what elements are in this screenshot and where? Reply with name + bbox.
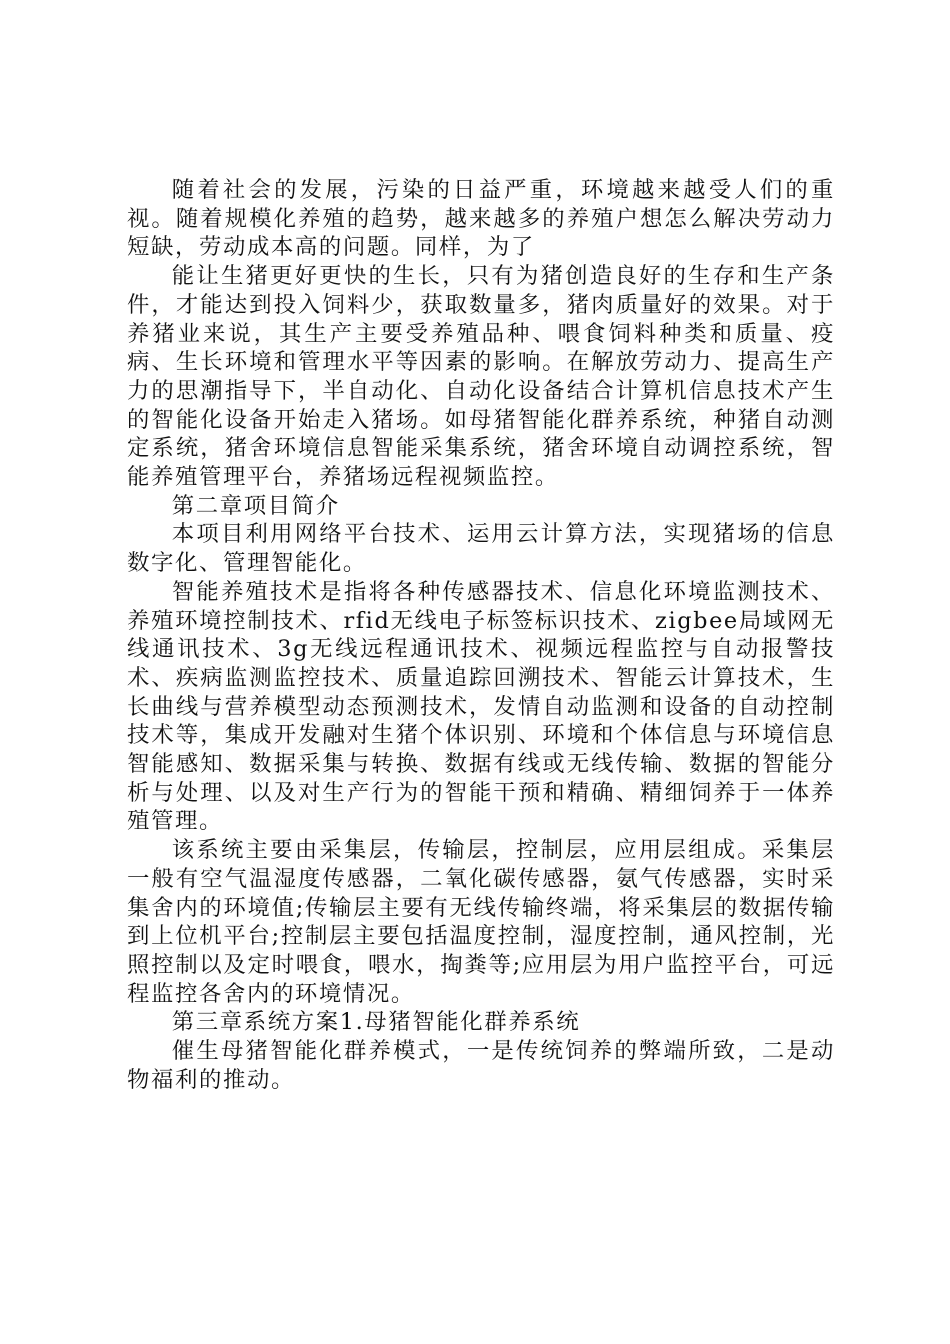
- para-intro-2: 能让生猪更好更快的生长，只有为猪创造良好的生存和生产条件，才能达到投入饲料少，获取数量多，猪肉质量好的效果。对于养猪业来说，其生产主要受养殖品种、喂食饲料种类和质量、疫病、生长环境和管理水平等因素的影响。在解放劳动力、提高生产力的思潮指导下，半自动化、自动化设备结合计算机信息技术产生的智能化设备开始走入猪场。如母猪智能化群养系统，种猪自动测定系统，猪舍环境信息智能采集系统，猪舍环境自动调控系统，智能养殖管理平台，养猪场远程视频监控。: [127, 263, 835, 491]
- document-body: [127, 176, 835, 1095]
- chapter-2-heading: 第二章项目简介: [171, 492, 340, 519]
- para-system-layers: 该系统主要由采集层，传输层，控制层，应用层组成。采集层一般有空气温湿度传感器，二氧化碳传感器，氨气传感器，实时采集舍内的环境值;传输层主要有无线传输终端，将采集层的数据传输到上位机平台;控制层主要包括温度控制，湿度控制，通风控制，光照控制以及定时喂食，喂水，掏粪等;应用层为用户监控平台，可远程监控各舍内的环境情况。: [127, 837, 835, 1007]
- para-intro-1: 随着社会的发展，污染的日益严重，环境越来越受人们的重视。随着规模化养殖的趋势，越来越多的养殖户想怎么解决劳动力短缺，劳动成本高的问题。同样，为了: [127, 177, 835, 261]
- para-sow-group-housing: 催生母猪智能化群养模式，一是传统饲养的弊端所致，二是动物福利的推动。: [127, 1038, 835, 1093]
- para-project-summary: 本项目利用网络平台技术、运用云计算方法，实现猪场的信息数字化、管理智能化。: [127, 521, 835, 577]
- chapter-3-heading: 第三章系统方案1.母猪智能化群养系统: [171, 1009, 581, 1036]
- para-smart-farming-tech: 智能养殖技术是指将各种传感器技术、信息化环境监测技术、养殖环境控制技术、rfid无线电子标签标识技术、zigbee局域网无线通讯技术、3g无线远程通讯技术、视频远程监控与自动报警技术、疾病监测监控技术、质量追踪回溯技术、智能云计算技术，生长曲线与营养模型动态预测技术，发情自动监测和设备的自动控制技术等，集成开发融对生猪个体识别、环境和个体信息与环境信息智能感知、数据采集与转换、数据有线或无线传输、数据的智能分析与处理、以及对生产行为的智能干预和精确、精细饲养于一体养殖管理。: [127, 578, 835, 835]
